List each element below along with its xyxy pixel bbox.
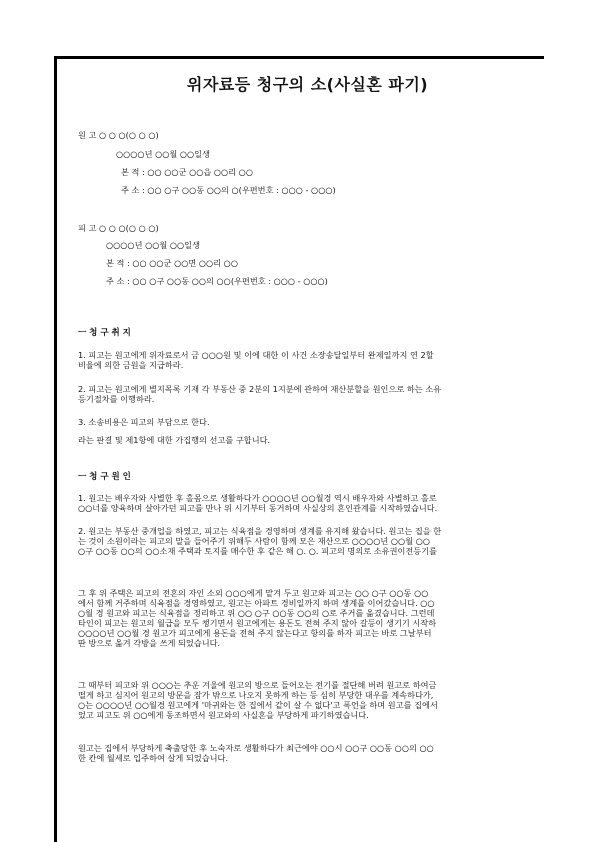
claim-item-3: 3. 소송비용은 피고의 부담으로 한다. [78,418,210,427]
plaintiff-domicile: 본 적 : ○○ ○○군 ○○읍 ○○리 ○○ [121,167,253,177]
cause-para-3-line-4: 타인이 피고는 원고의 월급을 모두 챙기면서 원고에게는 용돈도 전혀 주지 않아 갈등이 생기기 시작하 [78,619,437,628]
left-border-rule [54,56,57,842]
cause-para-4-line-3: ○는 ○○○○년 ○○월경 원고에게 '마귀와는 한 집에서 같이 살 수 없다'고 폭언을 하며 원고를 집에서 [78,701,438,710]
document-title: 위자료등 청구의 소(사실혼 파기) [186,75,429,94]
plaintiff-address: 주 소 : ○○ ○구 ○○동 ○○의 ○(우편번호 : ○○○ - ○○○) [121,185,336,195]
cause-para-3-line-2: 에서 함께 거주하며 식육점을 경영하였고, 원고는 아파트 경비일까지 하며 생계를 이어갔습니다. ○○ [78,599,435,608]
cause-heading: ㅡ 청 구 원 인 [78,472,131,482]
defendant-domicile: 본 적 : ○○ ○○군 ○○면 ○○리 ○○ [106,258,238,268]
cause-para-2-line-1: 2. 원고는 부동산 중개업을 하였고, 피고는 식육점을 경영하며 생계를 유지해 왔습니다. 원고는 집을 한 [78,527,442,536]
claim-item-1-line-1: 1. 피고는 원고에게 위자료로서 금 ○○○원 및 이에 대한 이 사건 소장송달일부터 완제일까지 연 2할 [78,351,434,360]
claim-item-2-line-1: 2. 피고는 원고에게 별지목록 기재 각 부동산 중 2분의 1지분에 관하여 재산분할을 원인으로 하는 소유 [78,385,442,394]
plaintiff-birth: ○○○○년 ○○월 ○○일생 [116,149,210,159]
claim-judgment-request: 라는 판결 및 제1항에 대한 가집행의 선고를 구합니다. [78,436,271,445]
defendant-address: 주 소 : ○○ ○구 ○○동 ○○의 ○○(우편번호 : ○○○ - ○○○) [106,276,328,286]
top-border-rule [54,56,544,59]
cause-para-2-line-2: 는 것이 소원이라는 피고의 말을 들어주기 위해두 사람이 함께 모은 재산으로 ○○○○년 ○○월 ○○ [78,537,430,546]
plaintiff-name: 원 고 ○ ○ ○(○ ○ ○) [78,130,159,140]
claim-heading: ㅡ 청 구 취 지 [78,328,131,338]
cause-para-5-line-1: 원고는 집에서 부당하게 축출당한 후 노숙자로 생활하다가 최근에야 ○○시 ○○구 ○○동 ○○의 ○○ [78,744,434,753]
cause-para-4-line-4: 었고 피고도 위 ○○에게 동조하면서 원고와의 사실혼을 부당하게 파기하였습니다. [78,711,369,720]
defendant-birth: ○○○○년 ○○월 ○○일생 [106,240,200,250]
cause-para-2-line-3: ○구 ○○동 ○○의 ○○소재 주택과 토지를 매수한 후 같은 해 ○. ○. 피고의 명의로 소유권이전등기를 [78,547,438,556]
claim-item-2-line-2: 등기절차를 이행하라. [78,395,155,404]
cause-para-1-line-1: 1. 원고는 배우자와 사별한 후 홀몸으로 생활하다가 ○○○○년 ○○월경 역시 배우자와 사별하고 홀로 [78,494,437,503]
cause-para-3-line-1: 그 후 위 주택은 피고의 전혼의 자인 소외 ○○○에게 맡겨 두고 원고와 피고는 ○○ ○구 ○○동 ○○ [78,589,429,598]
cause-para-1-line-2: ○○너를 양육하며 살아가던 피고를 만나 위 시기부터 동거하며 사실상의 혼인관계를 시작하였습니다. [78,504,438,513]
cause-para-4-line-2: 떨게 하고 심지어 원고의 방문을 잠가 밖으로 나오지 못하게 하는 등 심히 부당한 대우를 계속하다가, [78,691,434,700]
cause-para-3-line-3: ○월 경 원고와 피고는 식육점을 정리하고 위 ○○ ○구 ○○동 ○○의 ○로 주거를 옮겼습니다. 그런데 [78,609,435,618]
cause-para-3-line-5: ○○○○년 ○○월 경 원고가 피고에게 용돈을 전혀 주지 않는다고 항의를 하자 피고는 바로 그날부터 [78,629,432,638]
claim-item-1-line-2: 비율에 의한 금원을 지급하라. [78,361,184,370]
cause-para-5-line-2: 한 칸에 월세로 입주하여 살게 되었습니다. [78,754,229,763]
defendant-name: 피 고 ○ ○ ○(○ ○ ○) [78,223,159,233]
cause-para-3-line-6: 딴 방으로 옮겨 각방을 쓰게 되었습니다. [78,639,221,648]
cause-para-4-line-1: 그 때부터 피고와 위 ○○○는 추운 겨울에 원고의 방으로 들어오는 전기를 절단해 버려 원고로 하여금 [78,681,437,690]
